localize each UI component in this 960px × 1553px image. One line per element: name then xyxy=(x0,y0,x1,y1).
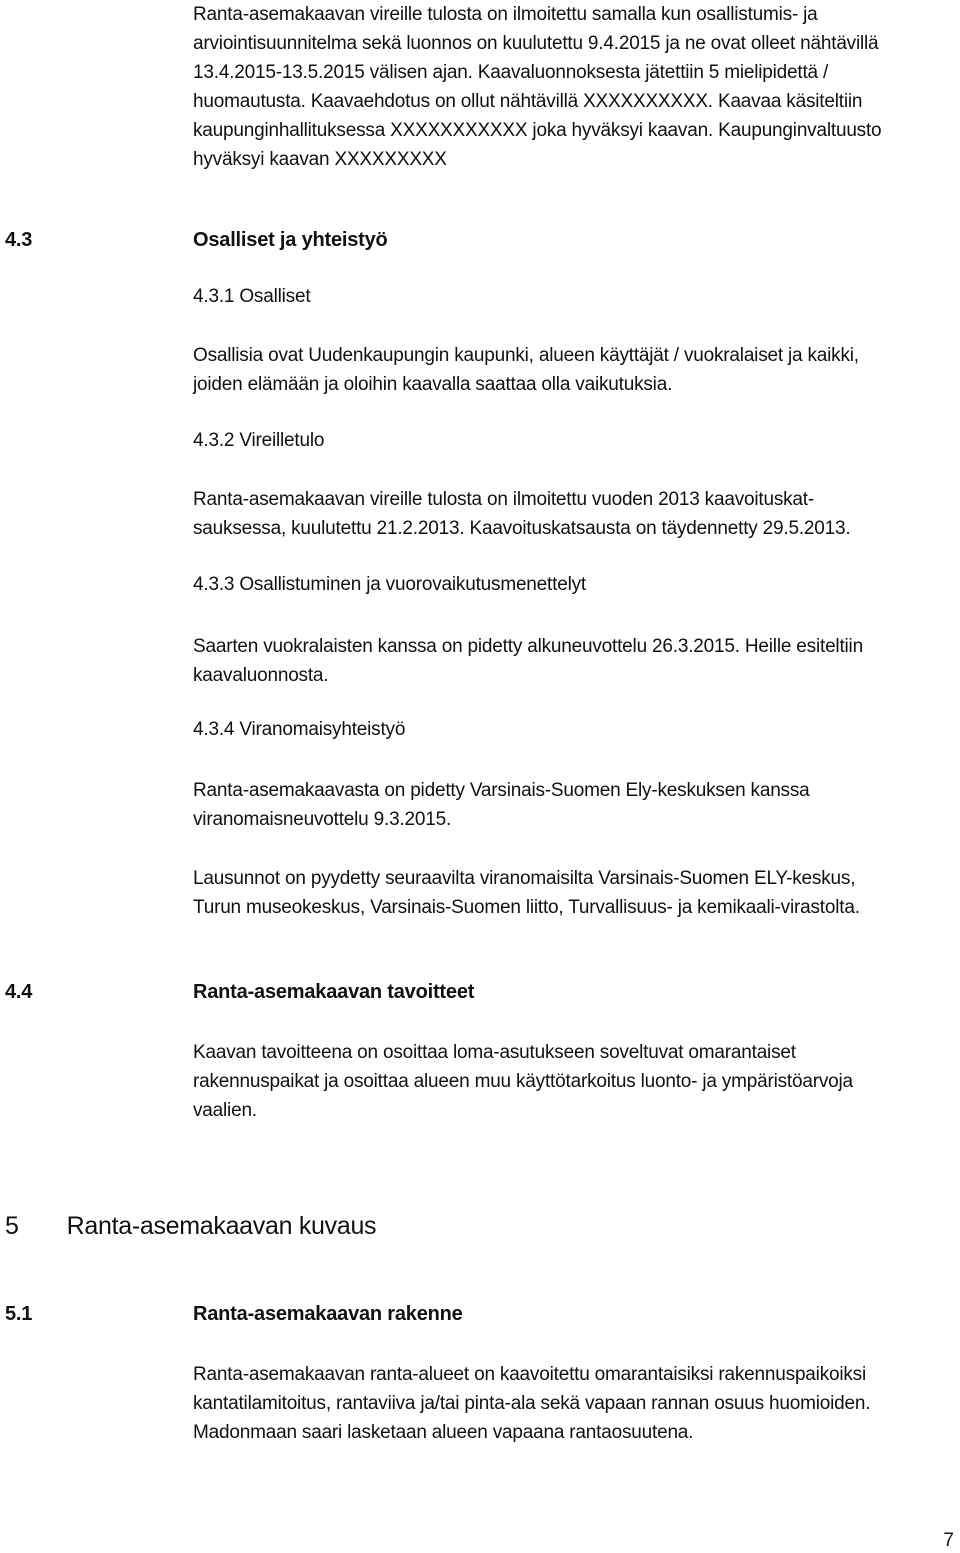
subsection-4-3-1-text xyxy=(193,341,953,399)
text-line: vaalien. xyxy=(193,1100,257,1121)
text-line: Saarten vuokralaisten kanssa on pidetty alkuneuvottelu 26.3.2015. Heille esiteltiin xyxy=(193,636,863,657)
intro-line: huomautusta. Kaavaehdotus on ollut nähtävillä XXXXXXXXXX. Kaavaa käsiteltiin xyxy=(193,91,863,112)
intro-line: 13.4.2015-13.5.2015 välisen ajan. Kaavaluonnoksesta jätettiin 5 mielipidettä / xyxy=(193,62,829,83)
text-line: Turun museokeskus, Varsinais-Suomen liitto, Turvallisuus- ja kemikaali-virastolta. xyxy=(193,897,860,918)
page-number: 7 xyxy=(943,1530,954,1551)
text-line: Kaavan tavoitteena on osoittaa loma-asutukseen soveltuvat omarantaiset xyxy=(193,1042,796,1063)
text-line: kaavaluonnosta. xyxy=(193,665,329,686)
subsection-4-3-2-heading: 4.3.2 Vireilletulo xyxy=(193,430,325,451)
text-line: Ranta-asemakaavan ranta-alueet on kaavoitettu omarantaisiksi rakennuspaikoiksi xyxy=(193,1364,867,1385)
text-line: Ranta-asemakaavasta on pidetty Varsinais-Suomen Ely-keskuksen kanssa xyxy=(193,780,810,801)
subsection-4-3-2-text xyxy=(193,485,953,543)
subsection-4-3-3-text xyxy=(193,632,953,690)
intro-line: arviointisuunnitelma sekä luonnos on kuulutettu 9.4.2015 ja ne ovat olleet nähtävillä xyxy=(193,33,879,54)
intro-line: kaupunginhallituksessa XXXXXXXXXXX joka hyväksyi kaavan. Kaupunginvaltuusto xyxy=(193,120,882,141)
section-title: Osalliset ja yhteistyö xyxy=(193,229,388,251)
chapter-number: 5 xyxy=(5,1212,19,1240)
section-number: 4.3 xyxy=(5,229,33,251)
intro-paragraph xyxy=(193,0,953,174)
subsection-4-3-4-text xyxy=(193,776,953,834)
section-number: 5.1 xyxy=(5,1303,33,1325)
section-5-1-text xyxy=(193,1360,953,1447)
text-line: kantatilamitoitus, rantaviiva ja/tai pinta-ala sekä vapaan rannan osuus huomioiden. xyxy=(193,1393,871,1414)
text-line: rakennuspaikat ja osoittaa alueen muu käyttötarkoitus luonto- ja ympäristöarvoja xyxy=(193,1071,853,1092)
section-title: Ranta-asemakaavan tavoitteet xyxy=(193,981,475,1003)
chapter-5-heading xyxy=(5,1212,376,1241)
text-line: Ranta-asemakaavan vireille tulosta on ilmoitettu vuoden 2013 kaavoituskat- xyxy=(193,489,815,510)
subsection-4-3-1-heading: 4.3.1 Osalliset xyxy=(193,286,311,307)
text-line: viranomaisneuvottelu 9.3.2015. xyxy=(193,809,452,830)
intro-line: Ranta-asemakaavan vireille tulosta on ilmoitettu samalla kun osallistumis- ja xyxy=(193,4,818,25)
section-4-4-text xyxy=(193,1038,953,1125)
chapter-title: Ranta-asemakaavan kuvaus xyxy=(66,1212,377,1240)
subsection-4-3-4-heading: 4.3.4 Viranomaisyhteistyö xyxy=(193,719,406,740)
intro-line: hyväksyi kaavan XXXXXXXXX xyxy=(193,149,447,170)
text-line: joiden elämään ja oloihin kaavalla saattaa olla vaikutuksia. xyxy=(193,374,673,395)
text-line: sauksessa, kuulutettu 21.2.2013. Kaavoituskatsausta on täydennetty 29.5.2013. xyxy=(193,518,851,539)
text-line: Lausunnot on pyydetty seuraavilta viranomaisilta Varsinais-Suomen ELY-keskus, xyxy=(193,868,856,889)
text-line: Osallisia ovat Uudenkaupungin kaupunki, alueen käyttäjät / vuokralaiset ja kaikki, xyxy=(193,345,859,366)
subsection-4-3-3-heading: 4.3.3 Osallistuminen ja vuorovaikutusmenettelyt xyxy=(193,574,586,595)
text-line: Madonmaan saari lasketaan alueen vapaana rantaosuutena. xyxy=(193,1422,694,1443)
section-title: Ranta-asemakaavan rakenne xyxy=(193,1303,463,1325)
subsection-4-3-4-text-2 xyxy=(193,864,953,922)
section-number: 4.4 xyxy=(5,981,33,1003)
